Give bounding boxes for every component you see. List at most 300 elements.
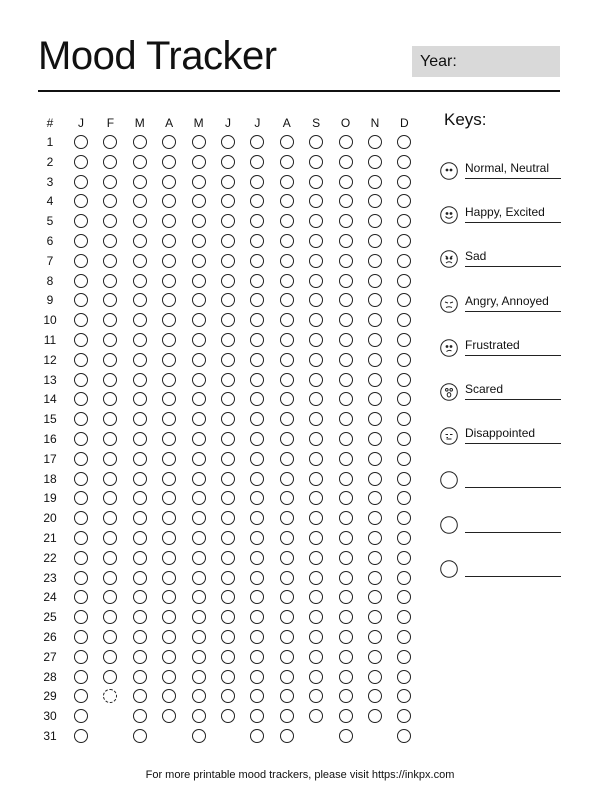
mood-cell[interactable] <box>162 472 176 486</box>
mood-cell[interactable] <box>368 175 382 189</box>
mood-cell[interactable] <box>368 155 382 169</box>
mood-cell[interactable] <box>74 432 88 446</box>
mood-cell[interactable] <box>397 293 411 307</box>
mood-cell[interactable] <box>250 472 264 486</box>
mood-cell[interactable] <box>133 274 147 288</box>
mood-cell[interactable] <box>133 155 147 169</box>
mood-cell[interactable] <box>368 373 382 387</box>
mood-cell[interactable] <box>133 472 147 486</box>
mood-cell[interactable] <box>192 729 206 743</box>
mood-cell[interactable] <box>221 333 235 347</box>
mood-cell[interactable] <box>339 670 353 684</box>
mood-cell[interactable] <box>368 135 382 149</box>
mood-cell[interactable] <box>368 491 382 505</box>
mood-cell[interactable] <box>162 452 176 466</box>
mood-cell[interactable] <box>221 412 235 426</box>
mood-cell[interactable] <box>397 729 411 743</box>
mood-cell[interactable] <box>397 650 411 664</box>
mood-cell[interactable] <box>74 531 88 545</box>
mood-cell[interactable] <box>280 491 294 505</box>
mood-cell[interactable] <box>103 491 117 505</box>
mood-cell[interactable] <box>280 293 294 307</box>
mood-cell[interactable] <box>280 353 294 367</box>
mood-cell[interactable] <box>339 254 353 268</box>
mood-cell[interactable] <box>221 491 235 505</box>
mood-cell[interactable] <box>162 254 176 268</box>
mood-cell[interactable] <box>309 214 323 228</box>
mood-cell[interactable] <box>250 531 264 545</box>
mood-cell[interactable] <box>133 293 147 307</box>
mood-cell[interactable] <box>280 313 294 327</box>
mood-cell[interactable] <box>309 412 323 426</box>
mood-cell[interactable] <box>339 194 353 208</box>
mood-cell[interactable] <box>133 234 147 248</box>
mood-cell[interactable] <box>221 353 235 367</box>
mood-cell[interactable] <box>280 472 294 486</box>
mood-cell[interactable] <box>397 491 411 505</box>
mood-cell[interactable] <box>74 689 88 703</box>
mood-cell[interactable] <box>397 175 411 189</box>
mood-cell[interactable] <box>397 452 411 466</box>
mood-cell[interactable] <box>397 670 411 684</box>
mood-cell[interactable] <box>368 313 382 327</box>
mood-cell[interactable] <box>192 392 206 406</box>
mood-cell[interactable] <box>192 254 206 268</box>
mood-cell[interactable] <box>280 432 294 446</box>
mood-cell[interactable] <box>250 670 264 684</box>
mood-cell[interactable] <box>133 313 147 327</box>
mood-cell[interactable] <box>133 452 147 466</box>
mood-cell[interactable] <box>74 293 88 307</box>
mood-cell[interactable] <box>368 452 382 466</box>
mood-cell[interactable] <box>133 175 147 189</box>
mood-cell[interactable] <box>280 373 294 387</box>
mood-cell[interactable] <box>339 452 353 466</box>
mood-cell[interactable] <box>250 729 264 743</box>
mood-cell[interactable] <box>103 472 117 486</box>
mood-cell[interactable] <box>74 412 88 426</box>
mood-cell[interactable] <box>397 531 411 545</box>
mood-cell[interactable] <box>339 511 353 525</box>
mood-cell[interactable] <box>397 571 411 585</box>
mood-cell[interactable] <box>103 689 117 703</box>
mood-cell[interactable] <box>162 373 176 387</box>
mood-cell[interactable] <box>133 689 147 703</box>
mood-cell[interactable] <box>74 571 88 585</box>
mood-cell[interactable] <box>133 373 147 387</box>
mood-cell[interactable] <box>133 571 147 585</box>
mood-cell[interactable] <box>221 313 235 327</box>
mood-cell[interactable] <box>309 333 323 347</box>
mood-cell[interactable] <box>192 709 206 723</box>
mood-cell[interactable] <box>280 392 294 406</box>
mood-cell[interactable] <box>103 175 117 189</box>
mood-cell[interactable] <box>192 610 206 624</box>
mood-cell[interactable] <box>368 472 382 486</box>
mood-cell[interactable] <box>309 610 323 624</box>
mood-cell[interactable] <box>103 630 117 644</box>
mood-cell[interactable] <box>309 175 323 189</box>
mood-cell[interactable] <box>309 432 323 446</box>
mood-cell[interactable] <box>309 511 323 525</box>
mood-cell[interactable] <box>162 630 176 644</box>
mood-cell[interactable] <box>368 254 382 268</box>
mood-cell[interactable] <box>250 194 264 208</box>
mood-cell[interactable] <box>221 511 235 525</box>
mood-cell[interactable] <box>192 234 206 248</box>
mood-cell[interactable] <box>162 313 176 327</box>
mood-cell[interactable] <box>74 472 88 486</box>
mood-cell[interactable] <box>280 234 294 248</box>
mood-cell[interactable] <box>250 155 264 169</box>
mood-cell[interactable] <box>397 709 411 723</box>
mood-cell[interactable] <box>103 392 117 406</box>
mood-cell[interactable] <box>74 392 88 406</box>
mood-cell[interactable] <box>103 511 117 525</box>
mood-cell[interactable] <box>221 274 235 288</box>
mood-cell[interactable] <box>192 531 206 545</box>
mood-cell[interactable] <box>221 452 235 466</box>
mood-cell[interactable] <box>397 590 411 604</box>
mood-cell[interactable] <box>133 531 147 545</box>
mood-cell[interactable] <box>133 729 147 743</box>
mood-cell[interactable] <box>397 333 411 347</box>
mood-cell[interactable] <box>221 689 235 703</box>
mood-cell[interactable] <box>309 571 323 585</box>
mood-cell[interactable] <box>339 234 353 248</box>
mood-cell[interactable] <box>221 214 235 228</box>
mood-cell[interactable] <box>221 709 235 723</box>
mood-cell[interactable] <box>250 214 264 228</box>
mood-cell[interactable] <box>397 412 411 426</box>
mood-cell[interactable] <box>397 353 411 367</box>
mood-cell[interactable] <box>309 590 323 604</box>
mood-cell[interactable] <box>339 610 353 624</box>
mood-cell[interactable] <box>280 650 294 664</box>
mood-cell[interactable] <box>221 135 235 149</box>
mood-cell[interactable] <box>397 214 411 228</box>
mood-cell[interactable] <box>133 412 147 426</box>
mood-cell[interactable] <box>309 234 323 248</box>
mood-cell[interactable] <box>192 293 206 307</box>
mood-cell[interactable] <box>309 313 323 327</box>
mood-cell[interactable] <box>162 333 176 347</box>
mood-cell[interactable] <box>74 155 88 169</box>
mood-cell[interactable] <box>339 412 353 426</box>
mood-cell[interactable] <box>309 689 323 703</box>
mood-cell[interactable] <box>162 511 176 525</box>
mood-cell[interactable] <box>103 551 117 565</box>
mood-cell[interactable] <box>74 491 88 505</box>
mood-cell[interactable] <box>339 175 353 189</box>
mood-cell[interactable] <box>74 353 88 367</box>
mood-cell[interactable] <box>250 511 264 525</box>
mood-cell[interactable] <box>162 571 176 585</box>
mood-cell[interactable] <box>133 254 147 268</box>
mood-cell[interactable] <box>133 511 147 525</box>
mood-cell[interactable] <box>250 689 264 703</box>
mood-cell[interactable] <box>280 571 294 585</box>
mood-cell[interactable] <box>280 709 294 723</box>
mood-cell[interactable] <box>221 392 235 406</box>
mood-cell[interactable] <box>103 155 117 169</box>
mood-cell[interactable] <box>192 571 206 585</box>
mood-cell[interactable] <box>280 630 294 644</box>
mood-cell[interactable] <box>309 650 323 664</box>
mood-cell[interactable] <box>339 472 353 486</box>
mood-cell[interactable] <box>397 274 411 288</box>
mood-cell[interactable] <box>280 135 294 149</box>
mood-cell[interactable] <box>339 135 353 149</box>
mood-cell[interactable] <box>221 670 235 684</box>
mood-cell[interactable] <box>368 412 382 426</box>
mood-cell[interactable] <box>250 452 264 466</box>
mood-cell[interactable] <box>397 511 411 525</box>
mood-cell[interactable] <box>162 175 176 189</box>
mood-cell[interactable] <box>133 392 147 406</box>
mood-cell[interactable] <box>221 590 235 604</box>
mood-cell[interactable] <box>103 373 117 387</box>
mood-cell[interactable] <box>103 214 117 228</box>
mood-cell[interactable] <box>250 234 264 248</box>
mood-cell[interactable] <box>309 452 323 466</box>
mood-cell[interactable] <box>192 214 206 228</box>
mood-cell[interactable] <box>103 452 117 466</box>
mood-cell[interactable] <box>250 135 264 149</box>
mood-cell[interactable] <box>309 135 323 149</box>
mood-cell[interactable] <box>192 491 206 505</box>
mood-cell[interactable] <box>162 432 176 446</box>
mood-cell[interactable] <box>250 293 264 307</box>
mood-cell[interactable] <box>250 432 264 446</box>
mood-cell[interactable] <box>250 175 264 189</box>
mood-cell[interactable] <box>397 551 411 565</box>
mood-cell[interactable] <box>368 650 382 664</box>
mood-cell[interactable] <box>280 412 294 426</box>
mood-cell[interactable] <box>280 729 294 743</box>
mood-cell[interactable] <box>309 373 323 387</box>
mood-cell[interactable] <box>339 531 353 545</box>
mood-cell[interactable] <box>74 630 88 644</box>
mood-cell[interactable] <box>103 353 117 367</box>
mood-cell[interactable] <box>192 670 206 684</box>
mood-cell[interactable] <box>368 234 382 248</box>
mood-cell[interactable] <box>280 452 294 466</box>
mood-cell[interactable] <box>339 293 353 307</box>
mood-cell[interactable] <box>192 452 206 466</box>
mood-cell[interactable] <box>74 650 88 664</box>
mood-cell[interactable] <box>280 333 294 347</box>
mood-cell[interactable] <box>250 333 264 347</box>
mood-cell[interactable] <box>368 709 382 723</box>
mood-cell[interactable] <box>74 373 88 387</box>
mood-cell[interactable] <box>192 551 206 565</box>
mood-cell[interactable] <box>162 353 176 367</box>
mood-cell[interactable] <box>162 392 176 406</box>
mood-cell[interactable] <box>133 353 147 367</box>
mood-cell[interactable] <box>368 571 382 585</box>
mood-cell[interactable] <box>74 313 88 327</box>
mood-cell[interactable] <box>192 155 206 169</box>
mood-cell[interactable] <box>133 709 147 723</box>
mood-cell[interactable] <box>221 373 235 387</box>
mood-cell[interactable] <box>280 175 294 189</box>
mood-cell[interactable] <box>74 670 88 684</box>
mood-cell[interactable] <box>250 392 264 406</box>
mood-cell[interactable] <box>133 670 147 684</box>
mood-cell[interactable] <box>339 313 353 327</box>
mood-cell[interactable] <box>339 353 353 367</box>
mood-cell[interactable] <box>280 610 294 624</box>
mood-cell[interactable] <box>339 155 353 169</box>
mood-cell[interactable] <box>192 650 206 664</box>
mood-cell[interactable] <box>280 670 294 684</box>
mood-cell[interactable] <box>74 729 88 743</box>
mood-cell[interactable] <box>280 551 294 565</box>
mood-cell[interactable] <box>103 293 117 307</box>
mood-cell[interactable] <box>309 155 323 169</box>
mood-cell[interactable] <box>339 214 353 228</box>
mood-cell[interactable] <box>162 689 176 703</box>
mood-cell[interactable] <box>339 590 353 604</box>
mood-cell[interactable] <box>309 531 323 545</box>
mood-cell[interactable] <box>368 590 382 604</box>
mood-cell[interactable] <box>368 392 382 406</box>
year-field[interactable] <box>412 46 560 77</box>
mood-cell[interactable] <box>309 491 323 505</box>
mood-cell[interactable] <box>339 709 353 723</box>
mood-cell[interactable] <box>221 254 235 268</box>
mood-cell[interactable] <box>162 234 176 248</box>
mood-cell[interactable] <box>368 214 382 228</box>
mood-cell[interactable] <box>162 155 176 169</box>
mood-cell[interactable] <box>368 670 382 684</box>
mood-cell[interactable] <box>250 491 264 505</box>
mood-cell[interactable] <box>309 293 323 307</box>
mood-cell[interactable] <box>103 234 117 248</box>
mood-cell[interactable] <box>74 194 88 208</box>
mood-cell[interactable] <box>221 650 235 664</box>
mood-cell[interactable] <box>280 155 294 169</box>
mood-cell[interactable] <box>74 214 88 228</box>
mood-cell[interactable] <box>74 511 88 525</box>
mood-cell[interactable] <box>368 274 382 288</box>
mood-cell[interactable] <box>339 551 353 565</box>
mood-cell[interactable] <box>103 571 117 585</box>
mood-cell[interactable] <box>162 293 176 307</box>
mood-cell[interactable] <box>309 630 323 644</box>
mood-cell[interactable] <box>397 234 411 248</box>
mood-cell[interactable] <box>162 274 176 288</box>
mood-cell[interactable] <box>368 689 382 703</box>
mood-cell[interactable] <box>280 194 294 208</box>
mood-cell[interactable] <box>309 254 323 268</box>
mood-cell[interactable] <box>250 610 264 624</box>
mood-cell[interactable] <box>162 135 176 149</box>
mood-cell[interactable] <box>221 293 235 307</box>
mood-cell[interactable] <box>339 491 353 505</box>
mood-cell[interactable] <box>280 590 294 604</box>
mood-cell[interactable] <box>397 610 411 624</box>
mood-cell[interactable] <box>397 135 411 149</box>
mood-cell[interactable] <box>368 432 382 446</box>
mood-cell[interactable] <box>339 689 353 703</box>
mood-cell[interactable] <box>192 353 206 367</box>
mood-cell[interactable] <box>309 670 323 684</box>
mood-cell[interactable] <box>103 412 117 426</box>
mood-cell[interactable] <box>162 709 176 723</box>
mood-cell[interactable] <box>280 689 294 703</box>
mood-cell[interactable] <box>133 432 147 446</box>
mood-cell[interactable] <box>309 353 323 367</box>
mood-cell[interactable] <box>192 313 206 327</box>
mood-cell[interactable] <box>368 511 382 525</box>
mood-cell[interactable] <box>368 551 382 565</box>
mood-cell[interactable] <box>192 194 206 208</box>
mood-cell[interactable] <box>250 313 264 327</box>
mood-cell[interactable] <box>103 610 117 624</box>
mood-cell[interactable] <box>339 432 353 446</box>
mood-cell[interactable] <box>221 630 235 644</box>
mood-cell[interactable] <box>74 452 88 466</box>
mood-cell[interactable] <box>74 590 88 604</box>
mood-cell[interactable] <box>221 571 235 585</box>
mood-cell[interactable] <box>162 412 176 426</box>
mood-cell[interactable] <box>221 432 235 446</box>
mood-cell[interactable] <box>368 333 382 347</box>
mood-cell[interactable] <box>250 630 264 644</box>
mood-cell[interactable] <box>133 630 147 644</box>
mood-cell[interactable] <box>192 511 206 525</box>
mood-cell[interactable] <box>397 254 411 268</box>
mood-cell[interactable] <box>368 531 382 545</box>
mood-cell[interactable] <box>397 194 411 208</box>
mood-cell[interactable] <box>309 709 323 723</box>
mood-cell[interactable] <box>133 650 147 664</box>
mood-cell[interactable] <box>192 135 206 149</box>
mood-cell[interactable] <box>397 432 411 446</box>
mood-cell[interactable] <box>162 670 176 684</box>
mood-cell[interactable] <box>250 353 264 367</box>
mood-cell[interactable] <box>192 590 206 604</box>
mood-cell[interactable] <box>221 610 235 624</box>
mood-cell[interactable] <box>280 531 294 545</box>
mood-cell[interactable] <box>103 531 117 545</box>
mood-cell[interactable] <box>368 293 382 307</box>
mood-cell[interactable] <box>192 333 206 347</box>
mood-cell[interactable] <box>250 650 264 664</box>
mood-cell[interactable] <box>280 254 294 268</box>
mood-cell[interactable] <box>397 472 411 486</box>
mood-cell[interactable] <box>133 135 147 149</box>
mood-cell[interactable] <box>192 432 206 446</box>
mood-cell[interactable] <box>250 412 264 426</box>
mood-cell[interactable] <box>133 610 147 624</box>
mood-cell[interactable] <box>103 135 117 149</box>
mood-cell[interactable] <box>103 274 117 288</box>
mood-cell[interactable] <box>250 590 264 604</box>
mood-cell[interactable] <box>74 274 88 288</box>
mood-cell[interactable] <box>368 610 382 624</box>
mood-cell[interactable] <box>103 650 117 664</box>
mood-cell[interactable] <box>133 333 147 347</box>
mood-cell[interactable] <box>74 135 88 149</box>
mood-cell[interactable] <box>103 313 117 327</box>
mood-cell[interactable] <box>250 274 264 288</box>
mood-cell[interactable] <box>192 630 206 644</box>
mood-cell[interactable] <box>74 709 88 723</box>
mood-cell[interactable] <box>280 214 294 228</box>
